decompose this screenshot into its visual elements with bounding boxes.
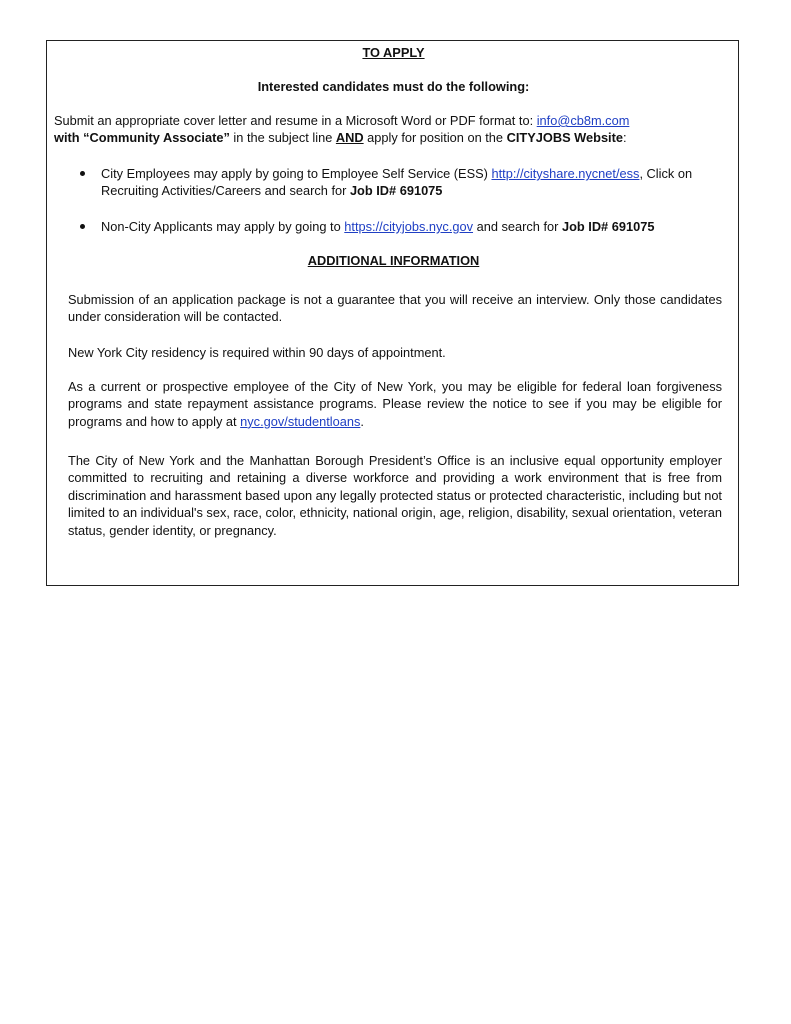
- bullet-1-line-2: [101, 182, 442, 199]
- cityjobs-link[interactable]: https://cityjobs.nyc.gov: [344, 219, 474, 234]
- instructions-subheading: Interested candidates must do the following:: [257, 79, 530, 94]
- email-link[interactable]: info@cb8m.com: [536, 113, 630, 128]
- loan-text: As a current or prospective employee of the City of New York, you may be eligible for federal loan forgiveness programs and state repayment assistance programs. Please review the notice to see if you may be eligible for programs and how to apply at: [68, 379, 722, 429]
- paragraph-interview-notice: Submission of an application package is not a guarantee that you will receive an interview. Only those candidates under consideration will be contacted.: [68, 292, 722, 325]
- bullet-1-line-1: [101, 165, 692, 182]
- and-emphasis: AND: [335, 130, 364, 145]
- bullet-icon: [80, 171, 85, 176]
- studentloans-link[interactable]: nyc.gov/studentloans: [240, 413, 361, 429]
- bullet-2-mid: and search for: [473, 219, 562, 234]
- job-id: Job ID# 691075: [561, 219, 655, 234]
- paragraph-eeo-statement: The City of New York and the Manhattan Borough President’s Office is an inclusive equal opportunity employer committed to recruiting and retaining a diverse workforce and providing a work environment that is free from discrimination and harassment based upon any legally protected status or protected characteristic, including but not limited to an individual's sex, race, color, ethnicity, national origin, age, religion, disability, sexual orientation, veteran status, gender identity, or pregnancy.: [68, 453, 722, 538]
- bullet-2: [101, 218, 654, 235]
- paragraph-residency: New York City residency is required within 90 days of appointment.: [68, 345, 446, 360]
- subject-line-text: in the subject line: [229, 130, 336, 145]
- paragraph-loan-forgiveness: [68, 378, 722, 430]
- apply-text: apply for position on the: [363, 130, 507, 145]
- submit-line-1: [54, 112, 629, 129]
- additional-information-heading: ADDITIONAL INFORMATION: [307, 253, 480, 268]
- bullet-2-text: Non-City Applicants may apply by going to: [101, 219, 345, 234]
- to-apply-box: [46, 40, 739, 586]
- submit-text: Submit an appropriate cover letter and resume in a Microsoft Word or PDF format to:: [54, 113, 537, 128]
- to-apply-heading: TO APPLY: [362, 45, 425, 60]
- bullet-1-text: City Employees may apply by going to Employee Self Service (ESS): [101, 166, 492, 181]
- bullet-icon: [80, 224, 85, 229]
- ess-link[interactable]: http://cityshare.nycnet/ess: [491, 166, 640, 181]
- bullet-1-suffix: , Click on: [639, 166, 693, 181]
- cityjobs-label: CITYJOBS Website: [506, 130, 623, 145]
- job-id: Job ID# 691075: [349, 183, 443, 198]
- subject-line-label: with “Community Associate”: [54, 130, 230, 145]
- submit-line-2: [54, 129, 627, 146]
- colon: :: [623, 130, 627, 145]
- bullet-1-line-2-text: Recruiting Activities/Careers and search for: [101, 183, 350, 198]
- period: .: [360, 413, 364, 429]
